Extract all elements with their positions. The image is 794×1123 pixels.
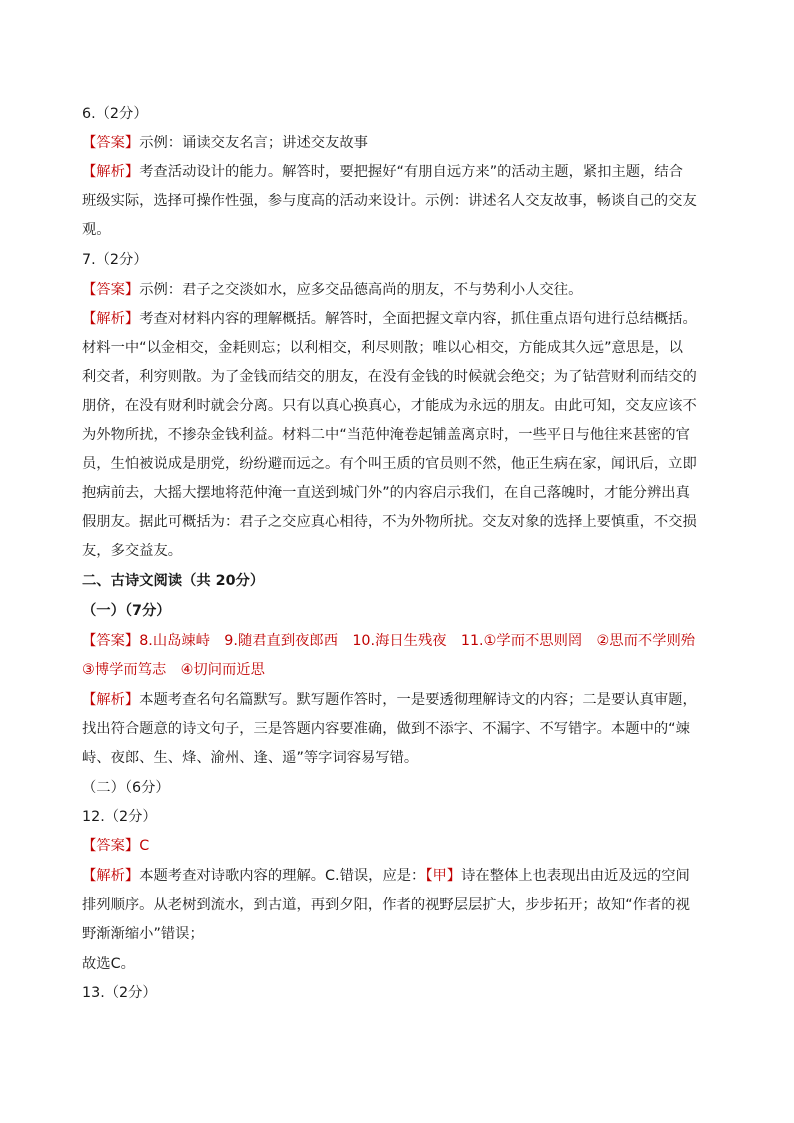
- q7-answer-line: [82, 280, 582, 300]
- q7-analysis-text: 员，生怕被说成是朋党，纷纷避而远之。有个叫王质的官员则不然，他正生病在家，闻讯后，立即: [82, 456, 697, 472]
- q7-analysis-line: [82, 309, 697, 329]
- q12-analysis-text: 诗在整体上也表现出由近及远的空间: [461, 868, 690, 884]
- q7-analysis-text: 抱病前去，大摇大摆地将范仲淹一直送到城门外”的内容启示我们，在自己落魄时，才能分辨出真: [82, 485, 690, 501]
- analysis-tag: 【解析】: [82, 164, 140, 180]
- part1-answer-continued: ③博学而笃志 ④切问而近思: [82, 662, 265, 678]
- q6-analysis-text: 考查活动设计的能力。解答时，要把握好“有朋自远方来”的活动主题，紧扣主题，结合: [139, 164, 683, 180]
- analysis-tag: 【解析】: [82, 692, 140, 708]
- q7-answer: 示例：君子之交淡如水，应多交品德高尚的朋友，不与势利小人交往。: [139, 282, 583, 298]
- part1-analysis-line: [82, 690, 697, 710]
- q6-analysis-text: 班级实际，选择可操作性强，参与度高的活动来设计。示例：讲述名人交友故事，畅谈自己的交友: [82, 193, 697, 209]
- q13-heading: 13.（2分）: [82, 985, 157, 1001]
- part1-analysis-text: 本题考查名句名篇默写。默写题作答时，一是要透彻理解诗文的内容；二是要认真审题，: [139, 692, 697, 708]
- part1-heading: （一）（7分）: [82, 603, 171, 619]
- answer-tag: 【答案】: [82, 633, 140, 649]
- answer-tag: 【答案】: [82, 135, 140, 151]
- q12-answer-line: [82, 836, 149, 856]
- answer-tag: 【答案】: [82, 282, 140, 298]
- q6-answer: 示例：诵读交友名言；讲述交友故事: [139, 135, 368, 151]
- q6-analysis-line: [82, 162, 683, 182]
- q7-analysis-text: 朋侪，在没有财利时就会分离。只有以真心换真心，才能成为永远的朋友。由此可知，交友应该不: [82, 398, 697, 414]
- q12-conclusion: 故选C。: [82, 956, 135, 972]
- q12-analysis-text: 排列顺序。从老树到流水，到古道，再到夕阳，作者的视野层层扩大，步步拓开；故知“作者的视: [82, 897, 690, 913]
- section-title: 二、古诗文阅读（共 20分）: [82, 573, 265, 589]
- q7-analysis-text: 假朋友。据此可概括为：君子之交应真心相待，不为外物所扰。交友对象的选择上要慎重，不交损: [82, 514, 697, 530]
- q12-analysis-text: 野渐渐缩小”错误；: [82, 926, 204, 942]
- q7-analysis-text: 考查对材料内容的理解概括。解答时，全面把握文章内容，抓住重点语句进行总结概括。: [139, 311, 697, 327]
- poem-jia-tag: 【甲】: [425, 868, 462, 884]
- q7-analysis-text: 材料一中“以金相交，金耗则忘；以利相交，利尽则散；唯以心相交，方能成其久远”意思是，以: [82, 340, 683, 356]
- part1-analysis-text: 找出符合题意的诗文句子，三是答题内容要准确，做到不添字、不漏字、不写错字。本题中的“竦: [82, 721, 690, 737]
- q6-heading: 6.（2分）: [82, 106, 148, 122]
- part2-heading: （二）（6分）: [82, 780, 170, 796]
- q12-heading: 12.（2分）: [82, 809, 157, 825]
- q12-analysis-line: [82, 866, 690, 886]
- q7-analysis-text: 为外物所扰，不掺杂金钱利益。材料二中“当范仲淹卷起铺盖离京时，一些平日与他往来甚密的官: [82, 427, 690, 443]
- part1-answer: 8.山岛竦峙 9.随君直到夜郎西 10.海日生残夜 11.①学而不思则罔 ②思而不学则殆: [139, 633, 696, 649]
- part1-answer-line: [82, 631, 695, 651]
- q7-heading: 7.（2分）: [82, 252, 148, 268]
- answer-tag: 【答案】: [82, 838, 140, 854]
- q12-answer: C: [139, 838, 150, 854]
- q7-analysis-text: 友，多交益友。: [82, 543, 183, 559]
- analysis-tag: 【解析】: [82, 868, 140, 884]
- analysis-tag: 【解析】: [82, 311, 140, 327]
- q7-analysis-text: 利交者，利穷则散。为了金钱而结交的朋友，在没有金钱的时候就会绝交；为了钻营财利而结交的: [82, 369, 697, 385]
- q6-analysis-text: 观。: [82, 222, 111, 238]
- part1-analysis-text: 峙、夜郎、生、烽、渝州、逢、遥”等字词容易写错。: [82, 750, 419, 766]
- q6-answer-line: [82, 133, 368, 153]
- q12-analysis-text: 本题考查对诗歌内容的理解。C.错误，应是：: [139, 868, 426, 884]
